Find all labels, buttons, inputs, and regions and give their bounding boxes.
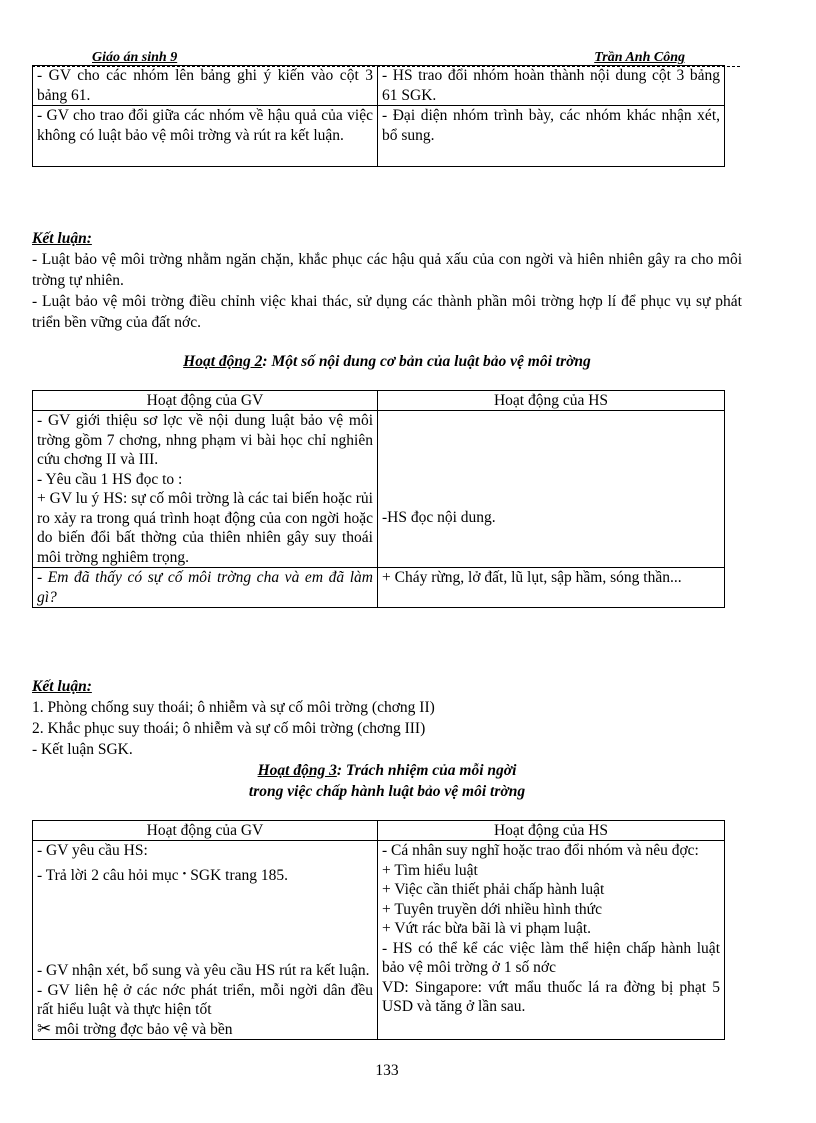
gv-question: - Em đã thấy có sự cố môi trờng cha và em đã làm gì?	[33, 568, 378, 608]
gv-line: - GV giới thiệu sơ lợc về nội dung luật bảo vệ môi trờng gồm 7 chơng, nhng phạm vi bài học chỉ nghiên cứu chơng II và III.	[37, 412, 373, 468]
page-number: 133	[375, 1062, 399, 1079]
hs-line: + Việc cần thiết phải chấp hành luật	[382, 881, 605, 898]
conclusion-line: - Luật bảo vệ môi trờng nhằm ngăn chặn, khắc phục các hậu quả xấu của con ngời và hiên nhiên gây ra cho môi trờng tự nhiên.	[32, 251, 742, 289]
column-header-hs: Hoạt động của HS	[378, 391, 725, 411]
hs-line: + Tìm hiểu luật	[382, 861, 478, 879]
table-row	[33, 568, 725, 608]
activity-title-text: : Một số nội dung cơ bản của luật bảo vệ môi trờng	[262, 353, 591, 370]
gv-line	[37, 1020, 373, 1040]
activity-table-3	[32, 820, 725, 1040]
gv-line: - GV nhận xét, bổ sung và yêu cầu HS rút ra kết luận.	[37, 962, 370, 979]
table-row	[33, 66, 725, 106]
scissors-icon: ✂	[37, 1018, 52, 1039]
hs-answer: -HS đọc nội dung.	[382, 509, 496, 526]
table-header-row	[33, 821, 725, 841]
gv-cell	[33, 411, 378, 568]
gv-line: + GV lu ý HS: sự cố môi trờng là các tai biến hoặc rủi ro xảy ra trong quá trình hoạt động của con ngời hoặc do biến đổi bất thờng của thiên nhiên gây suy thoái môi trờng nghiêm trọng.	[37, 490, 373, 566]
conclusion-1	[32, 228, 742, 333]
activity-table-2	[32, 390, 725, 608]
hs-line: - Cá nhân suy nghĩ hoặc trao đổi nhóm và nêu đợc:	[382, 842, 699, 859]
gv-cell: - GV cho các nhóm lên bảng ghi ý kiến vào cột 3 bảng 61.	[33, 66, 378, 106]
header-left: Giáo án sinh 9	[92, 50, 178, 65]
activity-title-text: : Trách nhiệm của mỗi ngời	[336, 762, 517, 779]
activity-label: Hoạt động 3	[257, 762, 337, 779]
table-header-row	[33, 391, 725, 411]
activity-table-1	[32, 65, 725, 167]
diamond-icon: •	[182, 867, 187, 880]
gv-line: - GV liên hệ ở các nớc phát triển, mỗi ngời dân đều rất hiểu luật và thực hiện tốt	[37, 981, 373, 1018]
gv-text: SGK trang 185.	[190, 866, 289, 884]
column-header-gv: Hoạt động của GV	[33, 821, 378, 841]
conclusion-label: Kết luận:	[32, 678, 92, 695]
hs-answer: + Cháy rừng, lở đất, lũ lụt, sập hầm, sóng thần...	[378, 568, 725, 608]
gv-line: - Yêu cầu 1 HS đọc to :	[37, 470, 183, 488]
conclusion-label: Kết luận:	[32, 230, 92, 247]
hs-line: + Tuyên truyền dới nhiều hình thức	[382, 900, 602, 918]
gv-line	[37, 865, 373, 886]
activity-title-text: trong việc chấp hành luật bảo vệ môi trờng	[248, 783, 526, 800]
hs-line: - HS có thể kể các việc làm thể hiện chấp hành luật bảo vệ môi trờng ở 1 số nớc	[382, 939, 720, 976]
activity-3-title	[32, 760, 742, 802]
column-header-hs: Hoạt động của HS	[378, 821, 725, 841]
gv-line: - GV yêu cầu HS:	[37, 842, 148, 859]
gv-text: - Trả lời 2 câu hỏi mục	[37, 866, 179, 884]
conclusion-line: - Kết luận SGK.	[32, 741, 133, 758]
hs-line: + Vứt rác bừa bãi là vi phạm luật.	[382, 920, 592, 937]
table-row	[33, 411, 725, 568]
table-row	[33, 841, 725, 1040]
conclusion-line: 2. Khắc phục suy thoái; ô nhiễm và sự cố môi trờng (chơng III)	[32, 720, 426, 737]
hs-cell: - Đại diện nhóm trình bày, các nhóm khác nhận xét, bổ sung.	[378, 106, 725, 167]
hs-cell	[378, 841, 725, 1040]
column-header-gv: Hoạt động của GV	[33, 391, 378, 411]
hs-cell: - HS trao đổi nhóm hoàn thành nội dung cột 3 bảng 61 SGK.	[378, 66, 725, 106]
gv-cell: - GV cho trao đổi giữa các nhóm về hậu quả của việc không có luật bảo vệ môi trờng và rút ra kết luận.	[33, 106, 378, 167]
table-row	[33, 106, 725, 167]
activity-label: Hoạt động 2	[183, 353, 263, 370]
activity-2-title	[32, 351, 742, 372]
conclusion-line: 1. Phòng chống suy thoái; ô nhiễm và sự cố môi trờng (chơng II)	[32, 699, 435, 716]
gv-cell	[33, 841, 378, 1040]
header-right: Trần Anh Công	[594, 50, 685, 65]
conclusion-2	[32, 676, 742, 760]
conclusion-line: - Luật bảo vệ môi trờng điều chỉnh việc khai thác, sử dụng các thành phần môi trờng hợp lí để phục vụ sự phát triển bền vững của đất nớc.	[32, 293, 742, 331]
hs-cell	[378, 411, 725, 568]
gv-text: môi trờng đợc bảo vệ và bền	[55, 1020, 233, 1038]
hs-line: VD: Singapore: vứt mẩu thuốc lá ra đờng bị phạt 5 USD và tăng ở lần sau.	[382, 978, 720, 1015]
